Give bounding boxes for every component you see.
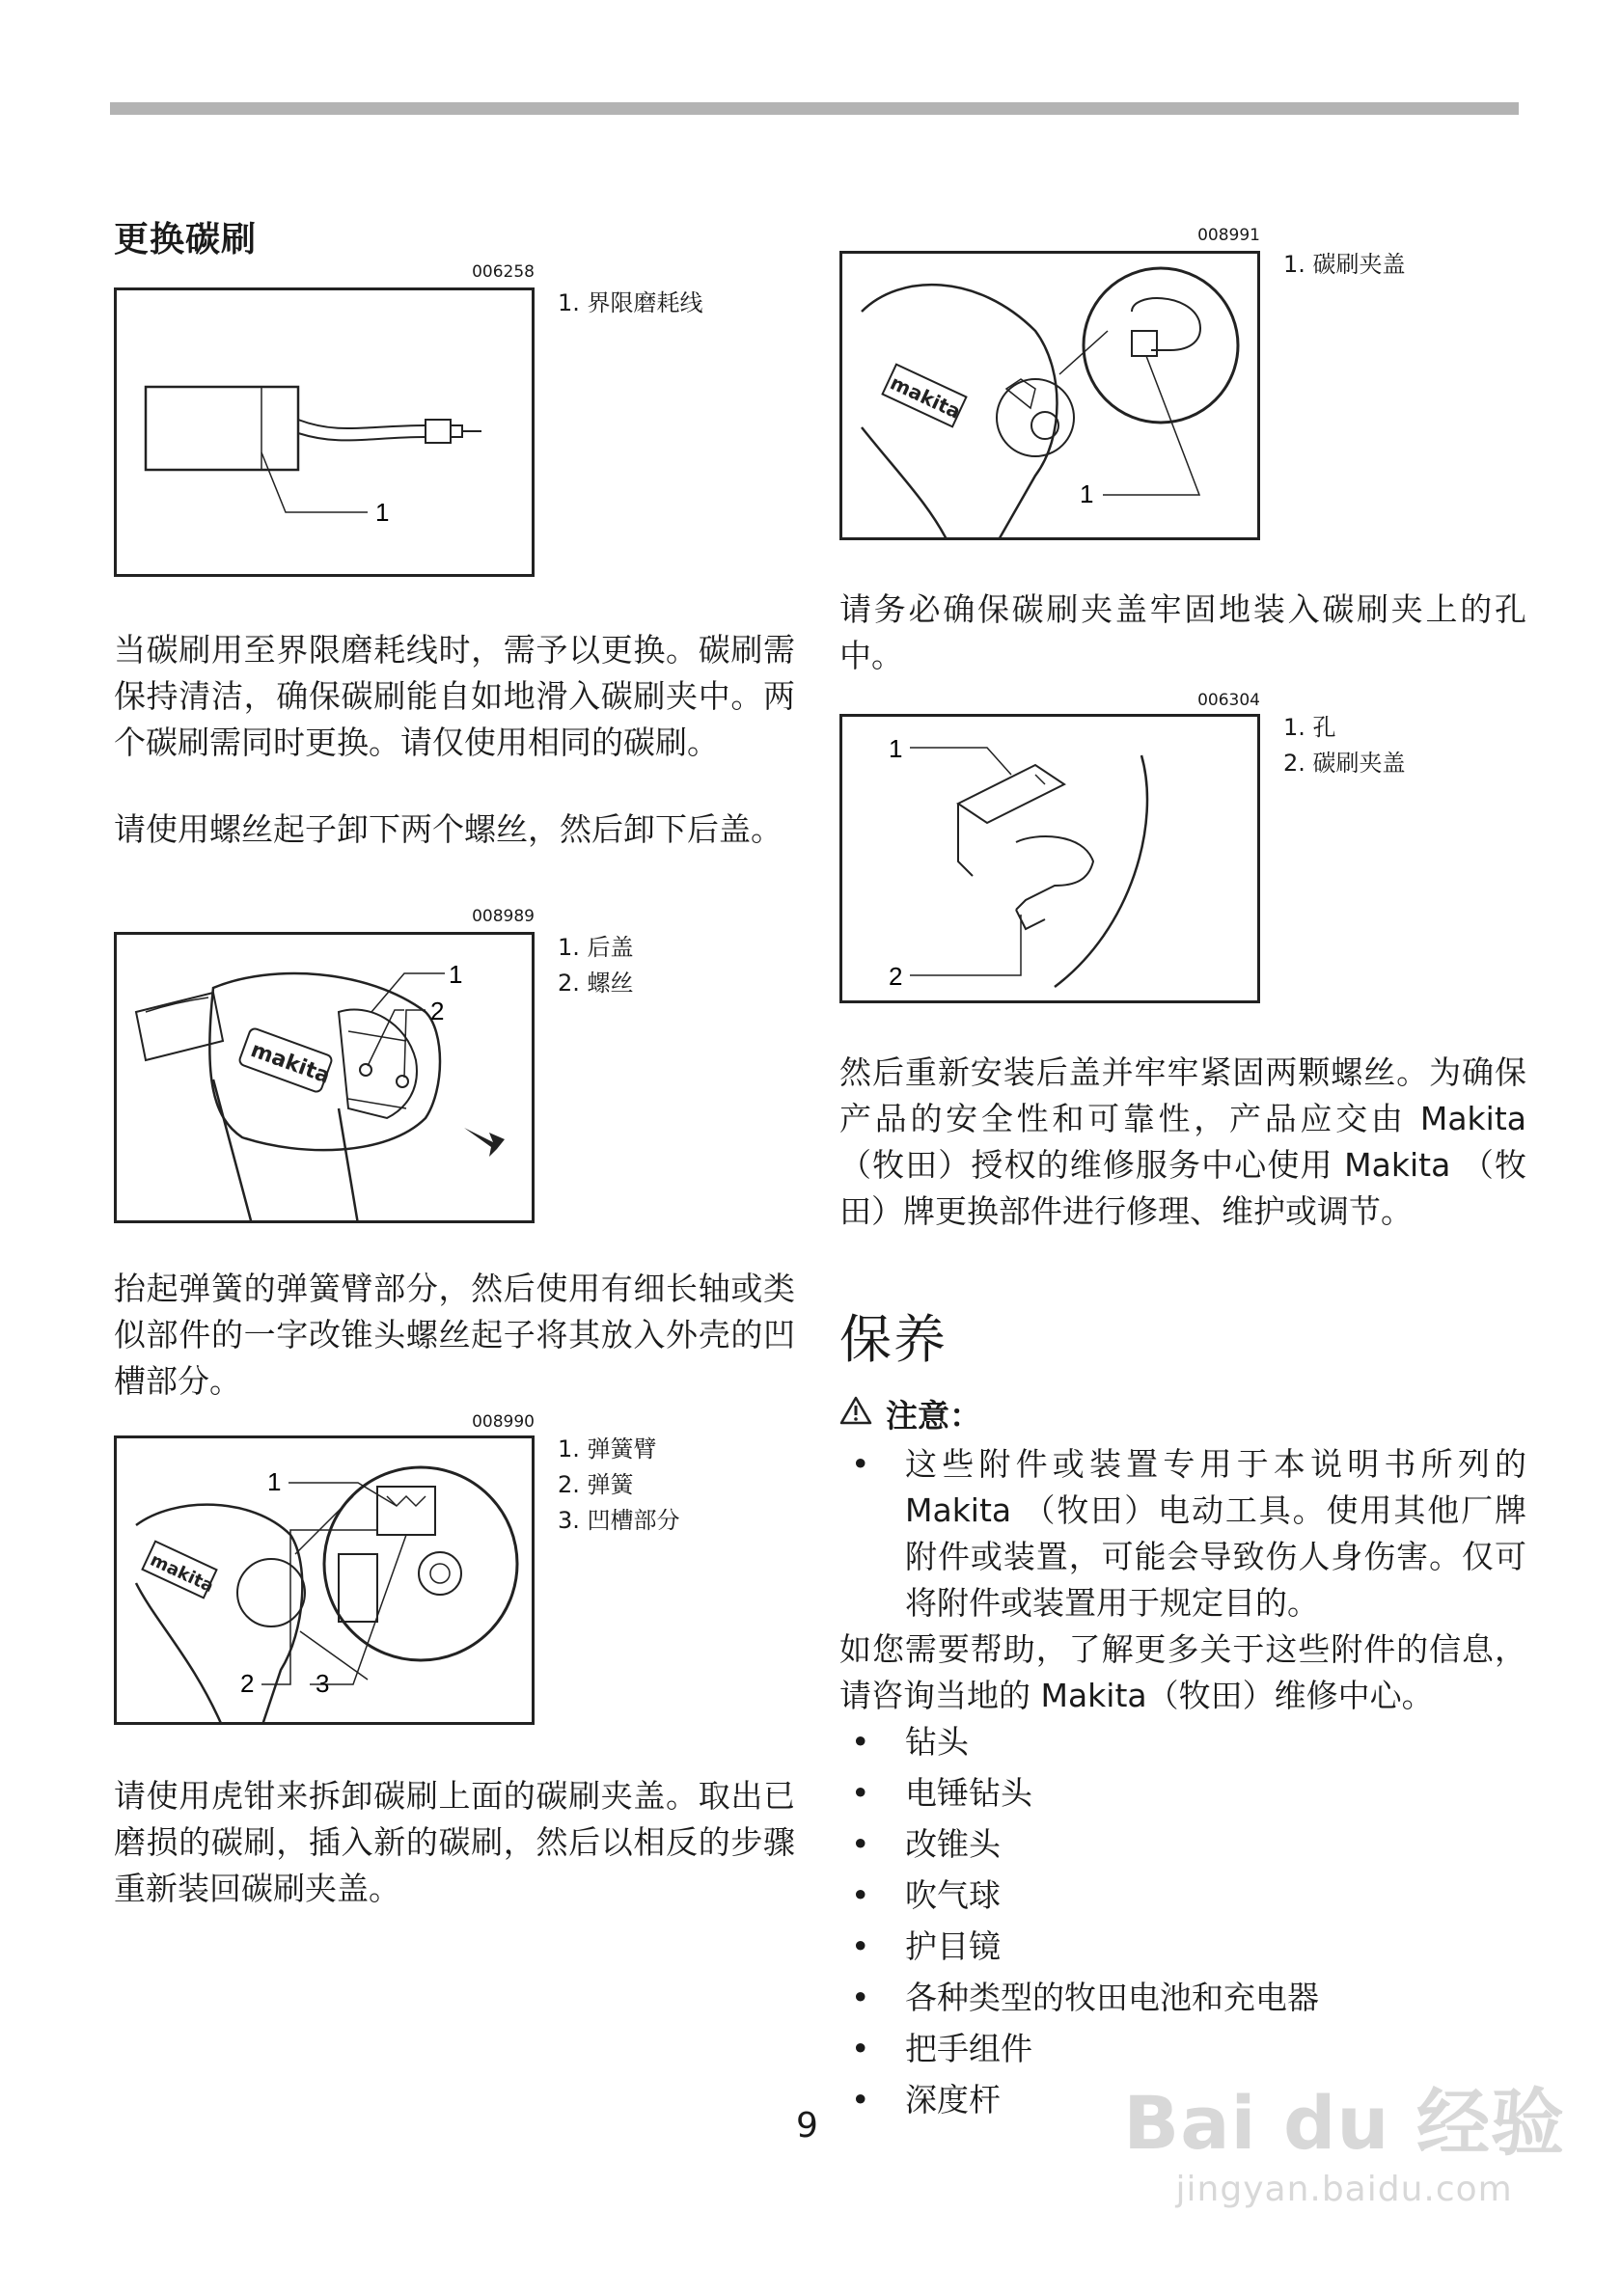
figure-code: 006304 — [1197, 691, 1260, 710]
figure-legend — [558, 930, 634, 1001]
list-item-text: 钻头 — [905, 1723, 969, 1761]
svg-text:makita: makita — [247, 1038, 334, 1089]
bullet-glyph: • — [851, 1774, 870, 1812]
watermark — [1123, 2064, 1565, 2209]
figure-callout: 3 — [316, 1669, 330, 1698]
list-item — [839, 1975, 1526, 2026]
svg-text:makita: makita — [886, 370, 965, 424]
list-item-text: 各种类型的牧田电池和充电器 — [905, 1979, 1319, 2016]
legend-item: 1. 界限磨耗线 — [558, 289, 703, 316]
top-rule — [110, 102, 1519, 115]
paragraph — [839, 1626, 1526, 1719]
maintenance-title: 保养 — [839, 1309, 948, 1370]
caution-label: 注意： — [886, 1397, 981, 1435]
figure-code: 008989 — [472, 907, 535, 926]
help-text: 如您需要帮助，了解更多关于这些附件的信息，请咨询当地的 Makita（牧田）维修中心。 — [839, 1630, 1526, 1714]
bullet-glyph: • — [851, 1876, 870, 1914]
watermark-logo: Bai du 经验 — [1123, 2080, 1565, 2166]
figure-callout: 1 — [375, 498, 390, 527]
paragraph-text: 请使用虎钳来拆卸碳刷上面的碳刷夹盖。取出已磨损的碳刷，插入新的碳刷，然后以相反的步骤重新装回碳刷夹盖。 — [114, 1777, 795, 1907]
legend-item: 1. 孔 — [1283, 714, 1336, 741]
paragraph-text: 请使用螺丝起子卸下两个螺丝，然后卸下后盖。 — [114, 810, 783, 848]
legend-item: 2. 螺丝 — [558, 970, 634, 997]
legend-item: 1. 弹簧臂 — [558, 1435, 657, 1462]
list-item-text: 护目镜 — [905, 1927, 1001, 1965]
figure-code: 008991 — [1197, 226, 1260, 245]
figure-callout: 2 — [240, 1669, 255, 1698]
list-item — [839, 1924, 1526, 1975]
figure-spring-arm — [114, 1435, 535, 1725]
figure-wear-limit — [114, 287, 535, 577]
svg-text:makita: makita — [147, 1549, 217, 1598]
figure-legend — [558, 286, 703, 321]
figure-legend — [1283, 247, 1406, 283]
figure-hole-cap — [839, 714, 1260, 1003]
page-number: 9 — [796, 2106, 818, 2146]
figure-brush-holder-cap — [839, 251, 1260, 540]
paragraph-text: 请务必确保碳刷夹盖牢固地装入碳刷夹上的孔中。 — [839, 590, 1526, 674]
legend-item: 1. 碳刷夹盖 — [1283, 251, 1406, 278]
list-item-text: 吹气球 — [905, 1876, 1001, 1914]
bullet-glyph: • — [851, 1723, 870, 1761]
watermark-url: jingyan.baidu.com — [1175, 2170, 1513, 2209]
paragraph-text: 然后重新安装后盖并牢牢紧固两颗螺丝。为确保产品的安全性和可靠性，产品应交由 Makita （牧田）授权的维修服务中心使用 Makita （牧田）牌更换部件进行修理、维护或调节。 — [839, 1053, 1526, 1230]
list-item-text: 电锤钻头 — [905, 1774, 1032, 1812]
bullet-glyph: • — [851, 1979, 870, 2016]
paragraph — [114, 1266, 795, 1405]
section-title: 更换碳刷 — [114, 220, 258, 260]
list-item-text: 这些附件或装置专用于本说明书所列的 Makita （牧田）电动工具。使用其他厂牌附件或装置，可能会导致伤人身伤害。仅可将附件或装置用于规定目的。 — [905, 1445, 1526, 1622]
bullet-glyph: • — [851, 2030, 870, 2067]
paragraph — [839, 1050, 1526, 1235]
paragraph-text: 当碳刷用至界限磨耗线时，需予以更换。碳刷需保持清洁，确保碳刷能自如地滑入碳刷夹中。两个碳刷需同时更换。请仅使用相同的碳刷。 — [114, 631, 795, 761]
figure-callout: 1 — [889, 734, 903, 763]
bullet-glyph: • — [851, 2081, 870, 2118]
figure-callout: 1 — [1080, 479, 1094, 508]
legend-item: 2. 弹簧 — [558, 1471, 634, 1498]
figure-callout: 2 — [430, 997, 445, 1025]
figure-legend — [1283, 710, 1406, 781]
figure-code: 006258 — [472, 262, 535, 282]
figure-code: 008990 — [472, 1412, 535, 1432]
figure-callout: 2 — [889, 962, 903, 991]
list-item — [839, 1872, 1526, 1924]
list-item — [839, 1719, 1526, 1770]
legend-item: 3. 凹槽部分 — [558, 1507, 680, 1534]
figure-legend — [558, 1432, 680, 1539]
caution-list — [839, 1441, 1526, 1626]
paragraph — [114, 1773, 795, 1912]
paragraph — [839, 587, 1526, 679]
paragraph — [114, 627, 795, 766]
bullet-glyph: • — [851, 1445, 870, 1483]
caution-heading — [839, 1391, 981, 1436]
list-item-text: 把手组件 — [905, 2030, 1032, 2067]
warning-triangle-icon — [839, 1395, 872, 1433]
bullet-glyph: • — [851, 1927, 870, 1965]
list-item — [839, 1821, 1526, 1872]
paragraph — [114, 806, 795, 853]
list-item — [839, 1441, 1526, 1626]
paragraph-text: 抬起弹簧的弹簧臂部分，然后使用有细长轴或类似部件的一字改锥头螺丝起子将其放入外壳的凹槽部分。 — [114, 1270, 795, 1400]
figure-callout: 1 — [267, 1467, 282, 1496]
figure-callout: 1 — [449, 960, 463, 989]
list-item-text: 改锥头 — [905, 1825, 1001, 1863]
figure-rear-cover — [114, 932, 535, 1223]
list-item — [839, 1770, 1526, 1821]
bullet-glyph: • — [851, 1825, 870, 1863]
legend-item: 2. 碳刷夹盖 — [1283, 750, 1406, 777]
list-item-text: 深度杆 — [905, 2081, 1001, 2118]
legend-item: 1. 后盖 — [558, 934, 634, 961]
